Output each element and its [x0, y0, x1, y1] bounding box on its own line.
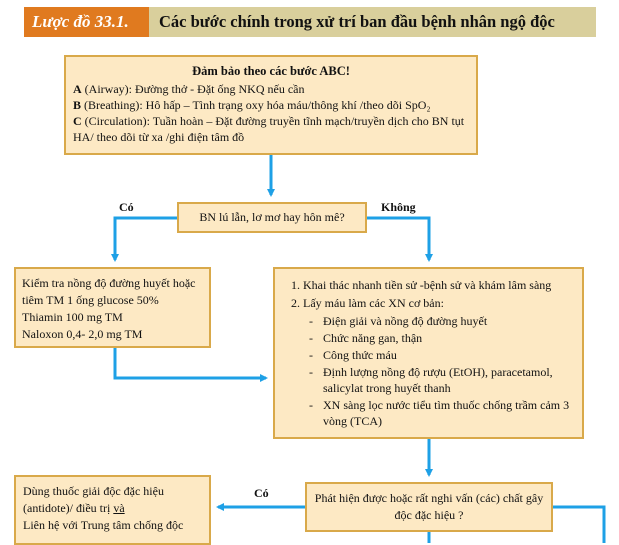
abc-title: Đảm bảo theo các bước ABC! [192, 64, 350, 78]
diagram-number: Lược đồ 33.1. [24, 7, 149, 37]
arrow-q2-no [553, 507, 604, 543]
abc-line-c: C (Circulation): Tuần hoàn – Đặt đường truyền tĩnh mạch/truyền dịch cho BN tụt HA/ theo dõi từ xa /ghi điện tâm đồ [73, 114, 465, 144]
left1-line-glucose: Kiểm tra nồng độ đường huyết hoặc tiêm TM 1 ống glucose 50% [22, 276, 196, 307]
lab-ethanol-levels: - Định lượng nồng độ rượu (EtOH), paracetamol, salicylat trong huyết thanh [323, 364, 574, 396]
abc-box [64, 55, 478, 155]
arrow-q1-no [367, 218, 429, 260]
question-consciousness: BN lú lẫn, lơ mơ hay hôn mê? [177, 202, 367, 233]
lab-liver-kidney: - Chức năng gan, thận [323, 330, 574, 346]
lab-electrolytes: - Điện giải và nồng độ đường huyết [323, 313, 574, 329]
diagram-title: Các bước chính trong xử trí ban đầu bệnh nhân ngộ độc [149, 7, 596, 37]
arrow-left1-to-right1 [115, 348, 266, 378]
label-yes-1: Có [119, 200, 134, 214]
abc-line-a: A (Airway): Đường thở - Đặt ống NKQ nếu cần [73, 82, 305, 96]
abc-line-b: B (Breathing): Hô hấp – Tình trạng oxy hóa máu/thông khí /theo dõi SpO₂ [73, 98, 431, 112]
question-specific-toxin: Phát hiện được hoặc rất nghi vấn (các) chất gây độc đặc hiệu ? [305, 482, 553, 532]
left1-line-thiamin: Thiamin 100 mg TM [22, 310, 123, 324]
label-no-1: Không [381, 200, 416, 214]
step-labs: 2. Lấy máu làm các XN cơ bản: - Điện giải và nồng độ đường huyết - Chức năng gan, thận - Công thức máu - Định lượng nồng độ rượu (EtOH), paracetamol, salicylat trong huyết thanh - XN sàng lọc nước tiểu tìm thuốc chống trầm cảm 3 vòng (TCA) [303, 295, 574, 429]
antidote-line-1: Dùng thuốc giải độc đặc hiệu (antidote)/ điều trị và [23, 484, 164, 515]
glucose-thiamin-naloxone-box [14, 267, 211, 348]
step-history: 1. Khai thác nhanh tiền sử -bệnh sử và khám lâm sàng [303, 277, 574, 293]
history-labs-box [273, 267, 584, 439]
left1-line-naloxone: Naloxon 0,4- 2,0 mg TM [22, 327, 143, 341]
label-yes-2: Có [254, 486, 269, 500]
antidote-line-2: Liên hệ với Trung tâm chống độc [23, 518, 184, 532]
antidote-box [14, 475, 211, 545]
arrow-q1-yes [115, 218, 177, 260]
lab-blood-count: - Công thức máu [323, 347, 574, 363]
lab-urine-tca: - XN sàng lọc nước tiểu tìm thuốc chống trầm cảm 3 vòng (TCA) [323, 397, 574, 429]
